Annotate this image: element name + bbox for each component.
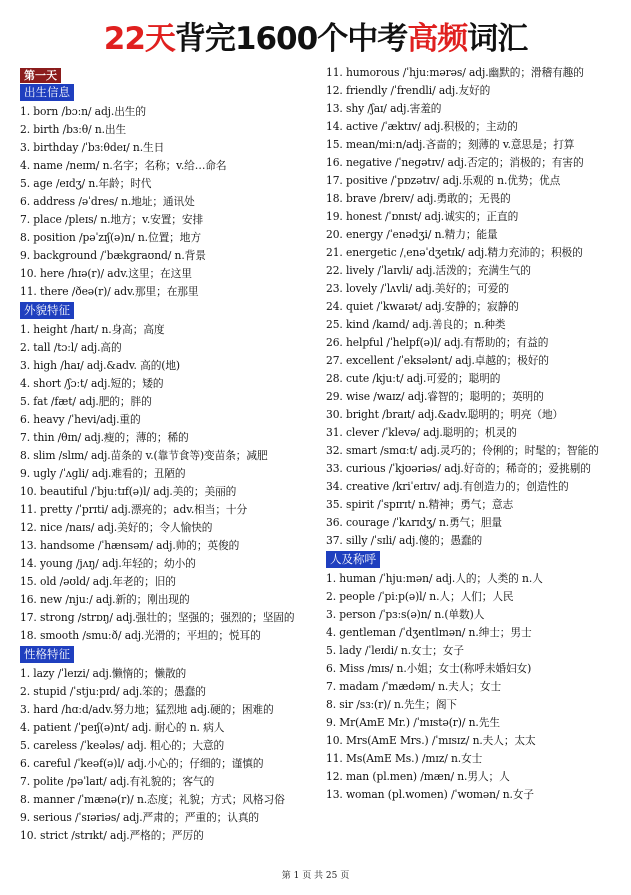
vocab-entry: 10. here /hɪə(r)/ adv.这里；在这里: [20, 267, 192, 280]
vocab-entry: 20. energy /ˈenədʒi/ n.精力；能量: [326, 228, 498, 241]
vocab-entry: 12. nice /naɪs/ adj.美好的；令人愉快的: [20, 521, 213, 534]
vocab-entry: 31. clever /ˈklevə/ adj.聪明的；机灵的: [326, 426, 517, 439]
vocab-entry: 16. negative /ˈneɡətɪv/ adj.否定的；消极的；有害的: [326, 156, 584, 169]
vocab-entry: 24. quiet /ˈkwaɪət/ adj.安静的；寂静的: [326, 300, 519, 313]
vocab-entry: 12. friendly /ˈfrendli/ adj.友好的: [326, 84, 491, 97]
title-part-2: 背完1600个中考: [174, 21, 408, 57]
vocab-entry: 9. ugly /ˈʌɡli/ adj.难看的；丑陋的: [20, 467, 186, 480]
vocab-entry: 28. cute /kjuːt/ adj.可爱的；聪明的: [326, 372, 501, 385]
section-heading: 性格特征: [20, 646, 74, 663]
vocab-entry: 5. lady /ˈleɪdi/ n.女士；女子: [326, 644, 464, 657]
vocab-entry: 10. beautiful /ˈbjuːtɪf(ə)l/ adj.美的；美丽的: [20, 485, 237, 498]
vocab-entry: 37. silly /ˈsɪli/ adj.傻的；愚蠢的: [326, 534, 483, 547]
vocab-entry: 6. heavy /ˈhevi/adj.重的: [20, 413, 141, 426]
vocab-entry: 35. spirit /ˈspɪrɪt/ n.精神；勇气；意志: [326, 498, 514, 511]
vocab-entry: 5. fat /fæt/ adj.肥的；胖的: [20, 395, 152, 408]
vocab-entry: 2. people /ˈpiːp(ə)l/ n.人；人们；人民: [326, 590, 514, 603]
document-title: [0, 20, 631, 58]
vocab-entry: 11. pretty /ˈprɪti/ adj.漂亮的；adv.相当；十分: [20, 503, 248, 516]
section-heading: 人及称呼: [326, 551, 380, 568]
vocab-entry: 5. age /eɪdʒ/ n.年龄；时代: [20, 177, 152, 190]
vocab-entry: 21. energetic /ˌenəˈdʒetɪk/ adj.精力充沛的；积极的: [326, 246, 583, 259]
vocab-entry: 11. humorous /ˈhjuːmərəs/ adj.幽默的；滑稽有趣的: [326, 66, 584, 79]
vocab-entry: 26. helpful /ˈhelpf(ə)l/ adj.有帮助的；有益的: [326, 336, 549, 349]
vocab-entry: 14. young /jʌŋ/ adj.年轻的；幼小的: [20, 557, 196, 570]
vocab-entry: 30. bright /braɪt/ adj.&adv.聪明的；明亮（地）: [326, 408, 564, 421]
vocab-entry: 1. lazy /ˈleɪzi/ adj.懒惰的；懒散的: [20, 667, 187, 680]
vocab-entry: 8. slim /slɪm/ adj.苗条的 v.(靠节食等)变苗条；减肥: [20, 449, 268, 462]
vocab-entry: 7. place /pleɪs/ n.地方；v.安置；安排: [20, 213, 204, 226]
vocab-entry: 1. born /bɔːn/ adj.出生的: [20, 105, 146, 118]
vocab-entry: 13. woman (pl.women) /ˈwʊmən/ n.女子: [326, 788, 534, 801]
right-column: [326, 64, 626, 804]
vocab-entry: 7. madam /ˈmædəm/ n.夫人；女士: [326, 680, 502, 693]
vocab-entry: 3. hard /hɑːd/adv.努力地；猛烈地 adj.硬的；困难的: [20, 703, 274, 716]
vocab-entry: 23. lovely /ˈlʌvli/ adj.美好的；可爱的: [326, 282, 509, 295]
vocab-entry: 10. strict /strɪkt/ adj.严格的；严厉的: [20, 829, 204, 842]
vocab-entry: 4. short /ʃɔːt/ adj.短的；矮的: [20, 377, 164, 390]
vocab-entry: 7. thin /θɪn/ adj.瘦的；薄的；稀的: [20, 431, 189, 444]
vocab-entry: 15. mean/miːn/adj.吝啬的；刻薄的 v.意思是；打算: [326, 138, 575, 151]
vocab-entry: 1. human /ˈhjuːmən/ adj.人的；人类的 n.人: [326, 572, 543, 585]
vocab-entry: 18. brave /breɪv/ adj.勇敢的；无畏的: [326, 192, 511, 205]
vocab-entry: 4. gentleman /ˈdʒentlmən/ n.绅士；男士: [326, 626, 532, 639]
vocab-entry: 5. careless /ˈkeələs/ adj. 粗心的；大意的: [20, 739, 225, 752]
title-part-3: 高频: [407, 21, 468, 57]
vocab-entry: 22. lively /ˈlaɪvli/ adj.活泼的；充满生气的: [326, 264, 531, 277]
vocab-entry: 3. birthday /ˈbɜːθdeɪ/ n.生日: [20, 141, 165, 154]
section-heading: 外貌特征: [20, 302, 74, 319]
vocab-entry: 9. background /ˈbækɡraʊnd/ n.背景: [20, 249, 206, 262]
vocab-entry: 11. there /ðeə(r)/ adv.那里；在那里: [20, 285, 199, 298]
vocab-entry: 29. wise /waɪz/ adj.睿智的；聪明的；英明的: [326, 390, 544, 403]
vocab-entry: 13. shy /ʃaɪ/ adj.害羞的: [326, 102, 442, 115]
left-column: [20, 64, 320, 845]
title-part-4: 词汇: [467, 21, 528, 57]
vocab-entry: 4. patient /ˈpeɪʃ(ə)nt/ adj. 耐心的 n. 病人: [20, 721, 225, 734]
vocab-entry: 15. old /əʊld/ adj.年老的；旧的: [20, 575, 176, 588]
right-column-body: [326, 64, 626, 804]
vocab-entry: 3. high /haɪ/ adj.&adv. 高的(地): [20, 359, 181, 372]
vocab-entry: 32. smart /smɑːt/ adj.灵巧的；伶俐的；时髦的；智能的: [326, 444, 599, 457]
day-label: 第一天: [20, 68, 61, 83]
vocab-entry: 6. careful /ˈkeəf(ə)l/ adj.小心的；仔细的；谨慎的: [20, 757, 264, 770]
vocab-entry: 18. smooth /smuːð/ adj.光滑的；平坦的；悦耳的: [20, 629, 261, 642]
vocab-entry: 12. man (pl.men) /mæn/ n.男人；人: [326, 770, 510, 783]
vocab-entry: 19. honest /ˈɒnɪst/ adj.诚实的；正直的: [326, 210, 519, 223]
vocab-entry: 1. height /haɪt/ n.身高；高度: [20, 323, 165, 336]
page-footer: 第 1 页 共 25 页: [281, 871, 350, 881]
vocab-entry: 3. person /ˈpɜːs(ə)n/ n.(单数)人: [326, 608, 485, 621]
vocab-entry: 13. handsome /ˈhænsəm/ adj.帅的；英俊的: [20, 539, 240, 552]
vocab-entry: 8. position /pəˈzɪʃ(ə)n/ n.位置；地方: [20, 231, 201, 244]
vocab-entry: 16. new /njuː/ adj.新的；刚出现的: [20, 593, 190, 606]
vocab-entry: 14. active /ˈæktɪv/ adj.积极的；主动的: [326, 120, 518, 133]
vocab-entry: 6. address /əˈdres/ n.地址；通讯处: [20, 195, 195, 208]
vocab-entry: 9. serious /ˈsɪəriəs/ adj.严肃的；严重的；认真的: [20, 811, 260, 824]
vocab-entry: 6. Miss /mɪs/ n.小姐；女士(称呼未婚妇女): [326, 662, 532, 675]
vocab-entry: 2. stupid /ˈstjuːpɪd/ adj.笨的；愚蠢的: [20, 685, 206, 698]
vocab-entry: 2. tall /tɔːl/ adj.高的: [20, 341, 122, 354]
vocab-entry: 34. creative /kriˈeɪtɪv/ adj.有创造力的；创造性的: [326, 480, 569, 493]
vocab-entry: 11. Ms(AmE Ms.) /mɪz/ n.女士: [326, 752, 483, 765]
section-heading: 出生信息: [20, 84, 74, 101]
vocab-entry: 8. manner /ˈmænə(r)/ n.态度；礼貌；方式；风格习俗: [20, 793, 285, 806]
vocab-entry: 10. Mrs(AmE Mrs.) /ˈmɪsɪz/ n.夫人；太太: [326, 734, 536, 747]
title-part-1: 22天: [103, 21, 175, 57]
left-column-body: [20, 84, 320, 845]
vocab-entry: 27. excellent /ˈeksələnt/ adj.卓越的；极好的: [326, 354, 549, 367]
vocab-entry: 2. birth /bɜːθ/ n.出生: [20, 123, 127, 136]
vocab-entry: 36. courage /ˈkʌrɪdʒ/ n.勇气；胆量: [326, 516, 503, 529]
vocab-entry: 17. positive /ˈpɒzətɪv/ adj.乐观的 n.优势；优点: [326, 174, 561, 187]
vocab-entry: 9. Mr(AmE Mr.) /ˈmɪstə(r)/ n.先生: [326, 716, 500, 729]
vocab-entry: 4. name /neɪm/ n.名字；名称；v.给…命名: [20, 159, 227, 172]
vocab-entry: 7. polite /pəˈlaɪt/ adj.有礼貌的；客气的: [20, 775, 215, 788]
vocab-entry: 25. kind /kaɪnd/ adj.善良的；n.种类: [326, 318, 506, 331]
vocab-entry: 8. sir /sɜː(r)/ n.先生；阁下: [326, 698, 457, 711]
vocab-entry: 17. strong /strɒŋ/ adj.强壮的；坚强的；强烈的；坚固的: [20, 611, 295, 624]
vocab-entry: 33. curious /ˈkjʊəriəs/ adj.好奇的；稀奇的；爱挑剔的: [326, 462, 591, 475]
